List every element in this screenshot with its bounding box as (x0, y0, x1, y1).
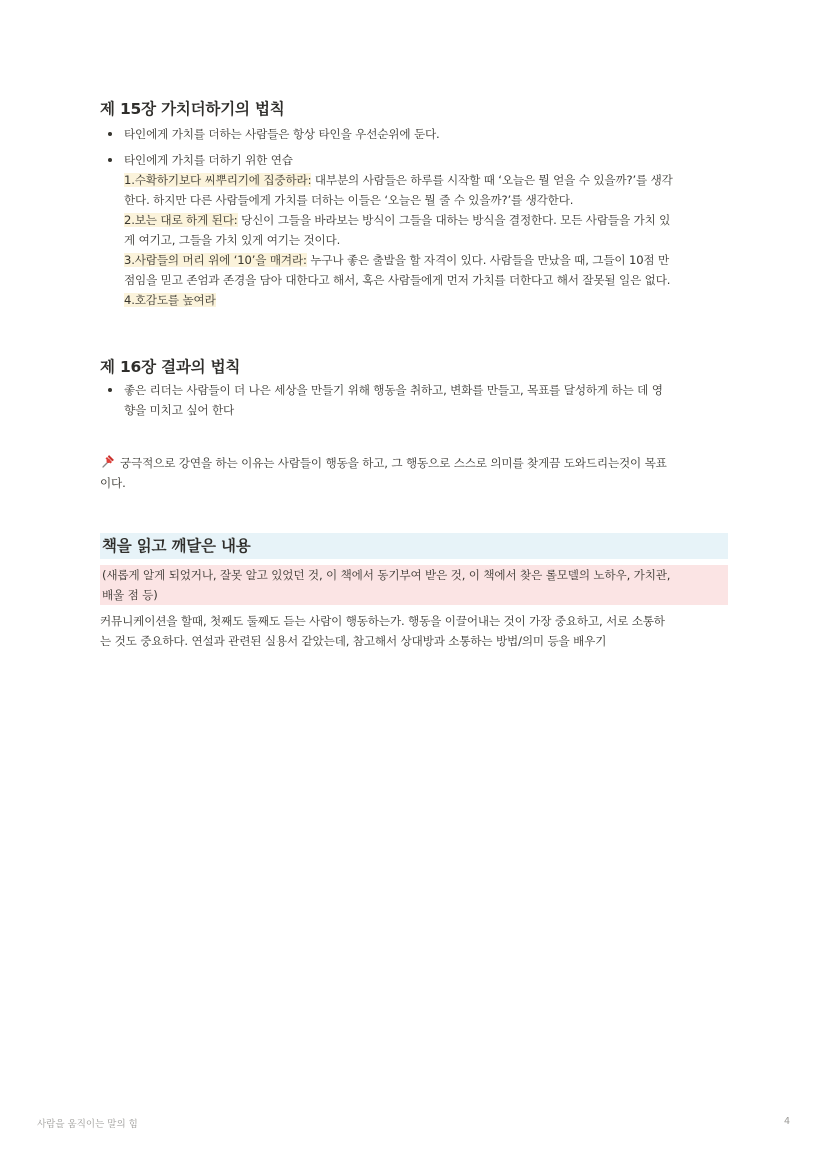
pushpin-icon (100, 453, 116, 467)
page-number: 4 (783, 1116, 790, 1127)
list-item-text: 향을 미치고 싶어 한다 (124, 403, 235, 417)
document-page (100, 96, 728, 651)
highlight-text: 4.호감도를 높여라 (124, 293, 216, 307)
body-text: 는 것도 중요하다. 연설과 관련된 실용서 같았는데, 참고해서 상대방과 소통하는 방법/의미 등을 배우기 (100, 634, 607, 648)
list-item-text: 좋은 리더는 사람들이 더 나은 세상을 만들기 위해 행동을 취하고, 변화를 만들고, 목표를 달성하게 하는 데 영 (124, 383, 663, 397)
bullet-dot (108, 388, 112, 392)
practice-text: 대부분의 사람들은 하루를 시작할 때 ‘오늘은 뭘 얻을 수 있을까?’를 생각 (311, 173, 673, 187)
list-item-text: 타인에게 가치를 더하는 사람들은 항상 타인을 우선순위에 둔다. (124, 127, 440, 141)
footer-title: 사람을 움직이는 말의 힘 (37, 1119, 138, 1130)
practice-item-2 (124, 210, 728, 230)
highlight-text: 3.사람들의 머리 위에 ‘10’을 매겨라: (124, 253, 307, 267)
hint-text: (새롭게 알게 되었거나, 잘못 알고 있었던 것, 이 책에서 동기부여 받은 것, 이 책에서 찾은 롤모델의 노하우, 가치관, (102, 568, 671, 582)
reflection-body (100, 611, 728, 651)
practice-text: 게 여기고, 그들을 가치 있게 여기는 것이다. (124, 233, 341, 247)
list-item-text: 타인에게 가치를 더하기 위한 연습 (124, 153, 293, 167)
hint-text: 배울 점 등) (102, 588, 158, 602)
reflection-hint (100, 565, 728, 605)
practice-item-1 (124, 170, 728, 190)
highlight-text: 1.수확하기보다 씨뿌리기에 집중하라: (124, 173, 312, 187)
practice-item-3 (124, 250, 728, 270)
section-heading-16: 제 16장 결과의 법칙 (100, 358, 241, 376)
list-item (100, 380, 728, 420)
section-16 (100, 354, 728, 420)
callout-text: 궁극적으로 강연을 하는 이유는 사람들이 행동을 하고, 그 행동으로 스스로 의미를 찾게끔 도와드리는것이 목표 (120, 456, 667, 470)
practice-text: 누구나 좋은 출발을 할 자격이 있다. 사람들을 만났을 때, 그들이 10점 만 (306, 253, 670, 267)
reflection-section (100, 533, 728, 651)
bullet-list (100, 124, 728, 310)
bullet-list (100, 380, 728, 420)
reflection-heading: 책을 읽고 깨달은 내용 (100, 533, 728, 559)
practice-item-4 (124, 290, 728, 310)
section-heading-15: 제 15장 가치더하기의 법칙 (100, 100, 285, 118)
list-item (100, 150, 728, 310)
practice-text: 당신이 그들을 바라보는 방식이 그들을 대하는 방식을 결정한다. 모든 사람들을 가치 있 (237, 213, 671, 227)
practice-text: 한다. 하지만 다른 사람들에게 가치를 더하는 이들은 ‘오늘은 뭘 줄 수 있을까?’를 생각한다. (124, 193, 574, 207)
highlight-text: 2.보는 대로 하게 된다: (124, 213, 238, 227)
body-text: 커뮤니케이션을 할때, 첫째도 둘째도 듣는 사람이 행동하는가. 행동을 이끌어내는 것이 가장 중요하고, 서로 소통하 (100, 614, 665, 628)
callout-note (100, 453, 728, 493)
practice-text: 점임을 믿고 존엄과 존경을 담아 대한다고 해서, 혹은 사람들에게 먼저 가치를 더한다고 해서 잘못될 일은 없다. (124, 273, 671, 287)
list-item (100, 124, 728, 144)
bullet-dot (108, 132, 112, 136)
callout-text: 이다. (100, 476, 126, 490)
bullet-dot (108, 158, 112, 162)
